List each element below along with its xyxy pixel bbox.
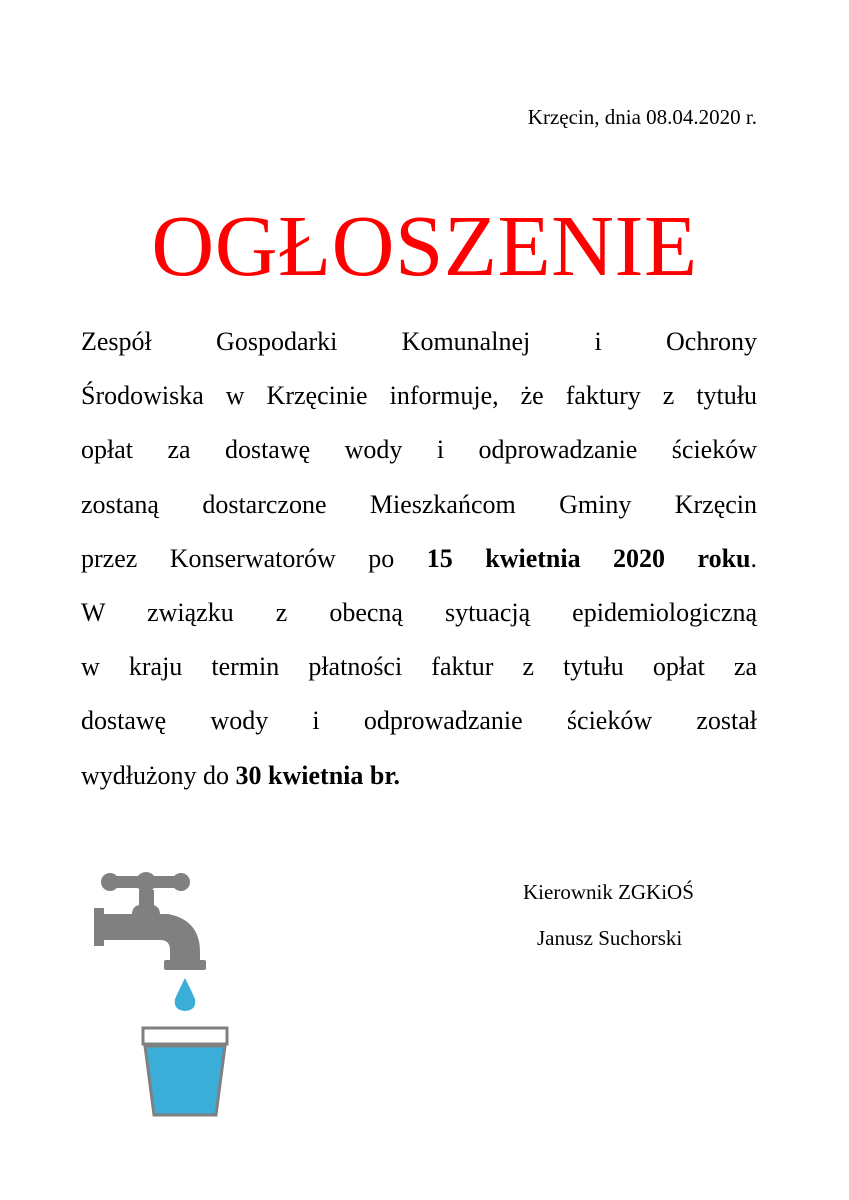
tap-spout bbox=[94, 904, 200, 960]
announcement-body bbox=[81, 315, 757, 803]
signature-name: Janusz Suchorski bbox=[537, 926, 683, 950]
body-line-text: zostaną dostarczone Mieszkańcom Gminy Krzęcin bbox=[81, 489, 757, 519]
announcement-title: OGŁOSZENIE bbox=[151, 197, 698, 294]
place-date: Krzęcin, dnia 08.04.2020 r. bbox=[527, 105, 757, 129]
body-line-text: opłat za dostawę wody i odprowadzanie ścieków bbox=[81, 435, 757, 465]
body-line bbox=[81, 369, 757, 423]
signature-role: Kierownik ZGKiOŚ bbox=[523, 880, 694, 904]
tap-nozzle bbox=[164, 960, 206, 970]
water-tap-icon bbox=[90, 868, 235, 1118]
delivery-date-emphasis: 15 kwietnia 2020 roku bbox=[426, 543, 751, 573]
body-line bbox=[81, 532, 757, 586]
payment-deadline-emphasis: 30 kwietnia br. bbox=[235, 760, 401, 790]
tap-handle bbox=[101, 872, 190, 892]
body-line-text: wydłużony do bbox=[81, 760, 236, 790]
body-line bbox=[81, 478, 757, 532]
body-line-text: dostawę wody i odprowadzanie ścieków został bbox=[81, 706, 757, 736]
body-line bbox=[81, 694, 757, 748]
body-line bbox=[81, 640, 757, 694]
body-line bbox=[81, 749, 757, 803]
body-line-text: Zespół Gospodarki Komunalnej i Ochrony bbox=[81, 327, 757, 356]
body-line bbox=[81, 315, 757, 369]
body-line-punctuation: . bbox=[750, 543, 758, 573]
body-line bbox=[81, 586, 757, 640]
body-line-text: przez Konserwatorów po bbox=[81, 543, 427, 573]
body-line-text: W związku z obecną sytuacją epidemiologiczną bbox=[81, 598, 757, 628]
body-line-text: w kraju termin płatności faktur z tytułu opłat za bbox=[81, 652, 757, 682]
water-drop-icon bbox=[175, 978, 196, 1011]
body-line-text: Środowiska w Krzęcinie informuje, że faktury z tytułu bbox=[81, 381, 757, 411]
water-cup-icon bbox=[143, 1028, 227, 1115]
body-line bbox=[81, 423, 757, 477]
